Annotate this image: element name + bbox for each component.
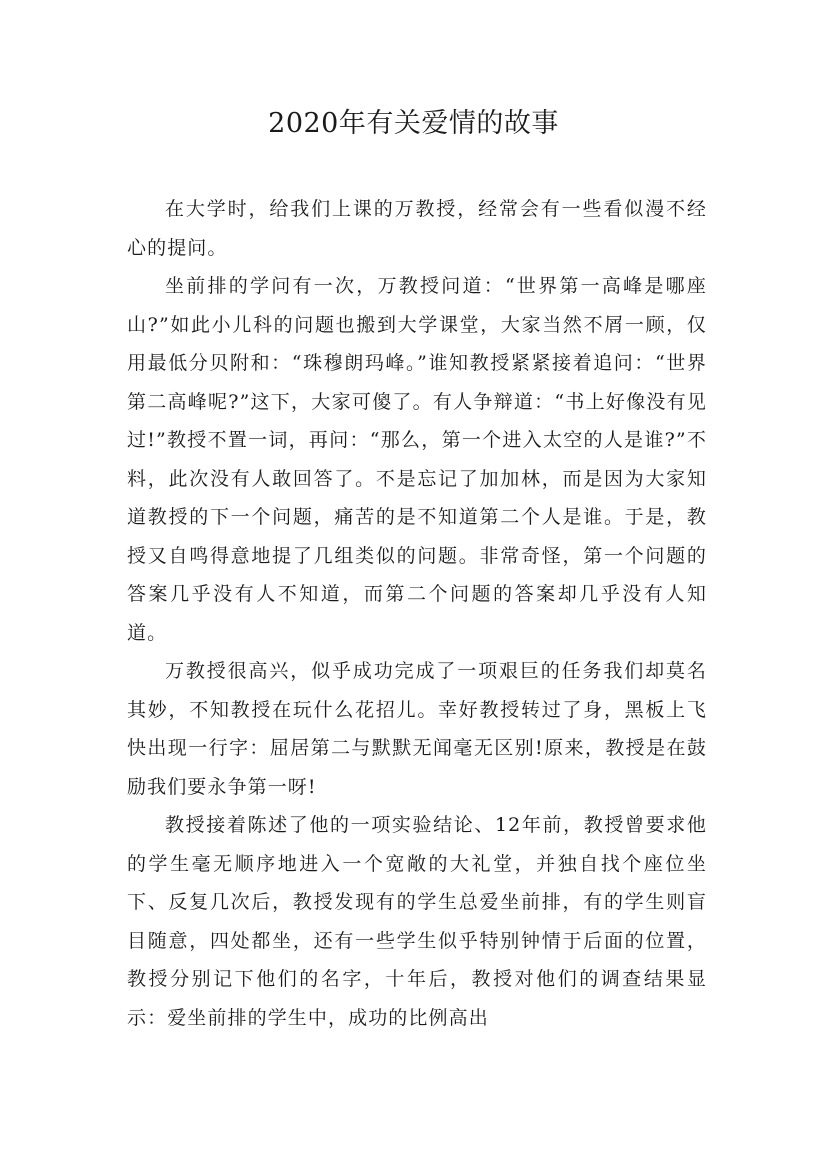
document-title: 2020年有关爱情的故事 — [268, 108, 559, 139]
paragraph-4: 教授接着陈述了他的一项实验结论、12年前，教授曾要求他的学生毫无顺序地进入一个宽敞的大礼堂，并独自找个座位坐下、反复几次后，教授发现有的学生总爱坐前排，有的学生则盲目随意，四处都坐，还有一些学生似乎特别钟情于后面的位置，教授分别记下他们的名字，十年后，教授对他们的调查结果显示：爱坐前排的学生中，成功的比例高出 — [127, 814, 707, 1029]
paragraph-1: 在大学时，给我们上课的万教授，经常会有一些看似漫不经心的提问。 — [127, 198, 707, 259]
paragraph-3: 万教授很高兴，似乎成功完成了一项艰巨的任务我们却莫名其妙，不知教授在玩什么花招儿。幸好教授转过了身，黑板上飞快出现一行字：屈居第二与默默无闻毫无区别!原来，教授是在鼓励我们要永争第一呀! — [127, 660, 707, 798]
paragraph-2: 坐前排的学问有一次，万教授问道：“世界第一高峰是哪座山?”如此小儿科的问题也搬到大学课堂，大家当然不屑一顾，仅用最低分贝附和：“珠穆朗玛峰。”谁知教授紧紧接着追问：“世界第二高峰呢?”这下，大家可傻了。有人争辩道：“书上好像没有见过!”教授不置一词，再问：“那么，第一个进入太空的人是谁?”不料，此次没有人敢回答了。不是忘记了加加林，而是因为大家知道教授的下一个问题，痛苦的是不知道第二个人是谁。于是，教授又自鸣得意地提了几组类似的问题。非常奇怪，第一个问题的答案几乎没有人不知道，而第二个问题的答案却几乎没有人知道。 — [127, 275, 707, 644]
document-body — [127, 190, 707, 1037]
